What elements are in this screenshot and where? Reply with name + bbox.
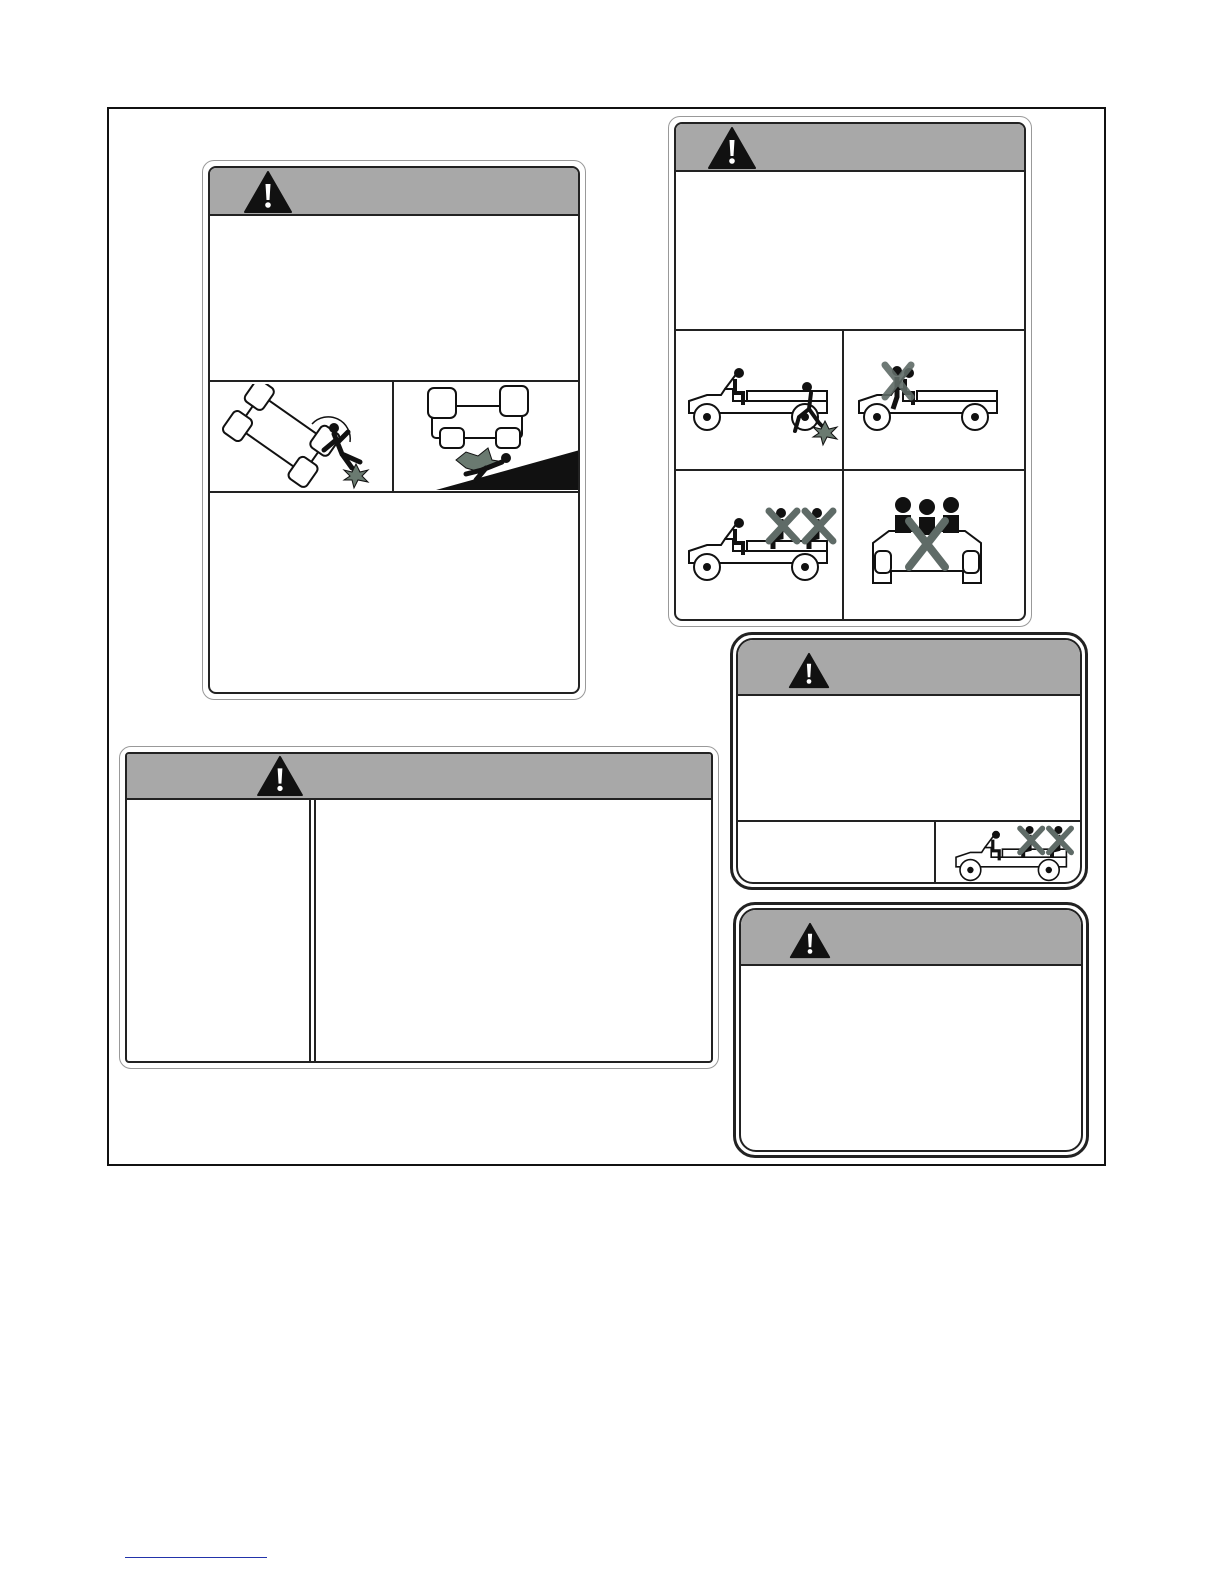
cargo-rider-warning-decal bbox=[730, 632, 1088, 890]
divider bbox=[842, 331, 844, 619]
no-standing-passenger-icon bbox=[845, 331, 1009, 469]
decal-header bbox=[127, 754, 711, 800]
decal-header bbox=[738, 640, 1080, 696]
footer-rule bbox=[125, 1557, 267, 1558]
general-warning-decal bbox=[733, 902, 1089, 1158]
divider bbox=[309, 800, 311, 1061]
no-riders-in-cargo-bed-icon bbox=[677, 471, 841, 605]
wide-decal-body bbox=[125, 752, 713, 1063]
passenger-warning-decal bbox=[668, 116, 1032, 627]
warning-triangle-icon bbox=[255, 755, 305, 797]
divider bbox=[934, 822, 936, 882]
general-decal-body bbox=[739, 908, 1083, 1152]
wide-warning-decal bbox=[119, 746, 719, 1069]
decal-header bbox=[741, 910, 1081, 966]
decal-header bbox=[210, 168, 578, 216]
cargo-rider-decal-body bbox=[736, 638, 1082, 884]
warning-triangle-icon bbox=[788, 652, 830, 689]
vehicle-overturn-slope-icon bbox=[396, 384, 580, 490]
operator-thrown-from-vehicle-icon bbox=[677, 331, 841, 469]
divider bbox=[314, 800, 316, 1061]
divider bbox=[392, 382, 394, 492]
rollover-decal-body bbox=[208, 166, 580, 694]
rollover-warning-decal bbox=[202, 160, 586, 700]
no-riders-in-cargo-bed-icon bbox=[938, 822, 1082, 884]
warning-triangle-icon bbox=[789, 922, 831, 959]
passenger-decal-body bbox=[674, 122, 1026, 621]
vehicle-rollover-operator-crush-icon bbox=[212, 384, 390, 490]
divider bbox=[210, 491, 578, 493]
warning-triangle-icon bbox=[707, 126, 757, 170]
decal-header bbox=[676, 124, 1024, 172]
no-extra-riders-front-icon bbox=[845, 471, 1009, 605]
divider bbox=[210, 380, 578, 382]
warning-triangle-icon bbox=[243, 170, 293, 214]
